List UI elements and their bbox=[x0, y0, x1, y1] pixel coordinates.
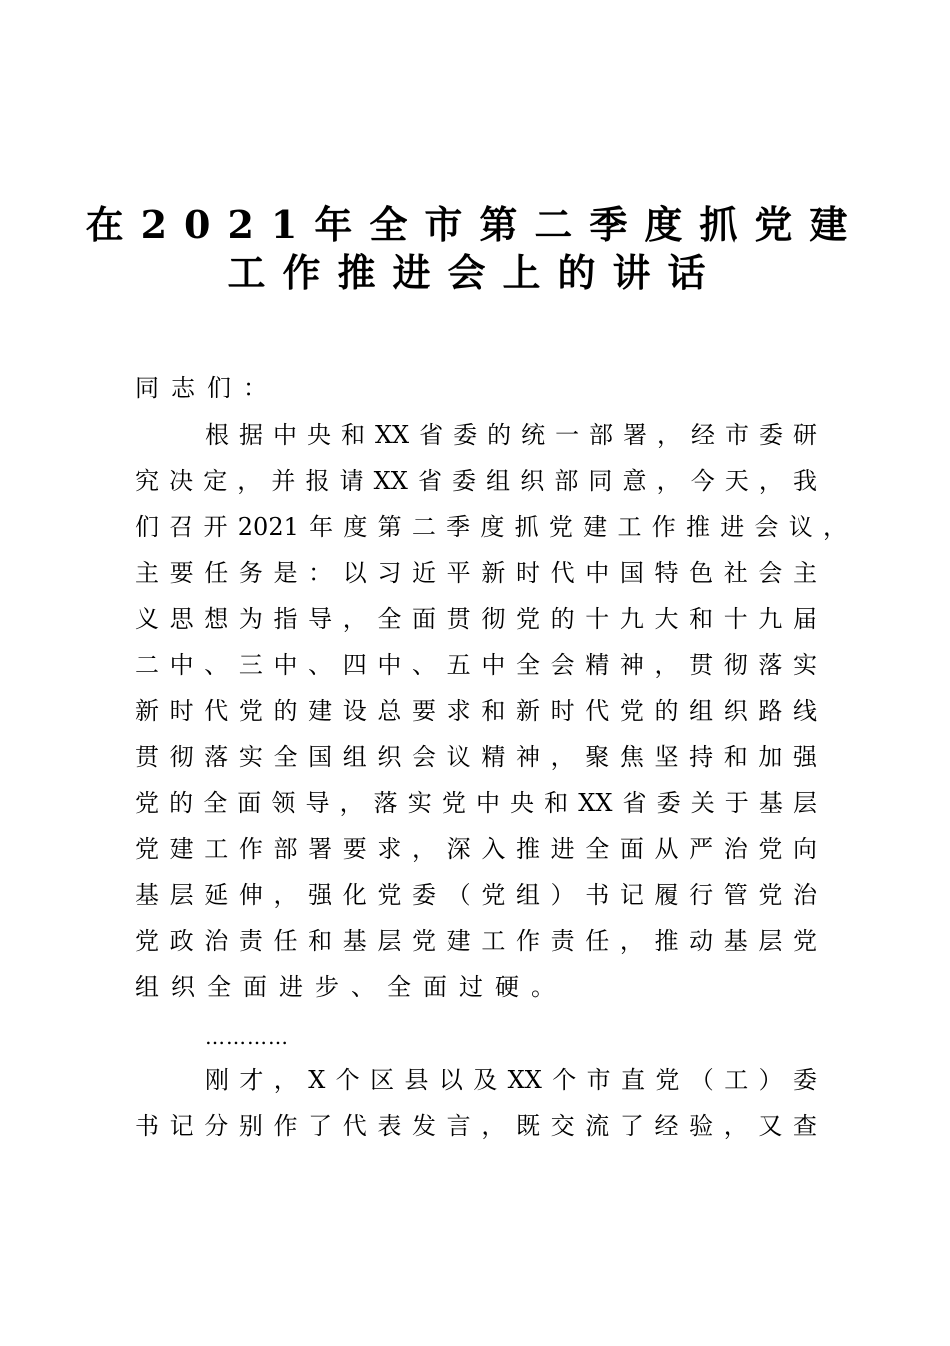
paragraph-line: 刚才，X个区县以及XX个市直党（工）委 bbox=[205, 1066, 817, 1094]
paragraph-line: 党建工作部署要求，深入推进全面从严治党向 bbox=[135, 835, 817, 863]
paragraph-line: 基层延伸，强化党委（党组）书记履行管党治 bbox=[135, 881, 817, 909]
paragraph-line: 们召开2021年度第二季度抓党建工作推进会议， bbox=[135, 513, 847, 541]
paragraph-line: 组织全面进步、全面过硬。 bbox=[135, 973, 567, 1001]
ellipsis-separator: ………… bbox=[205, 1025, 289, 1049]
paragraph-line: 根据中央和XX省委的统一部署，经市委研 bbox=[205, 421, 817, 449]
salutation: 同志们： bbox=[135, 374, 279, 402]
paragraph-line: 二中、三中、四中、五中全会精神，贯彻落实 bbox=[135, 651, 817, 679]
paragraph-line: 新时代党的建设总要求和新时代党的组织路线 bbox=[135, 697, 817, 725]
paragraph-line: 义思想为指导，全面贯彻党的十九大和十九届 bbox=[135, 605, 817, 633]
document-title-line-2: 工作推进会上的讲话 bbox=[227, 250, 723, 295]
paragraph-line: 贯彻落实全国组织会议精神，聚焦坚持和加强 bbox=[135, 743, 817, 771]
paragraph-line: 党政治责任和基层党建工作责任，推动基层党 bbox=[135, 927, 817, 955]
paragraph-line: 究决定，并报请XX省委组织部同意，今天，我 bbox=[135, 467, 817, 495]
paragraph-line: 党的全面领导，落实党中央和XX省委关于基层 bbox=[135, 789, 817, 817]
paragraph-line: 主要任务是：以习近平新时代中国特色社会主 bbox=[135, 559, 817, 587]
document-title-line-1: 在2021年全市第二季度抓党建 bbox=[85, 202, 865, 247]
paragraph-line: 书记分别作了代表发言，既交流了经验，又查 bbox=[135, 1112, 817, 1140]
